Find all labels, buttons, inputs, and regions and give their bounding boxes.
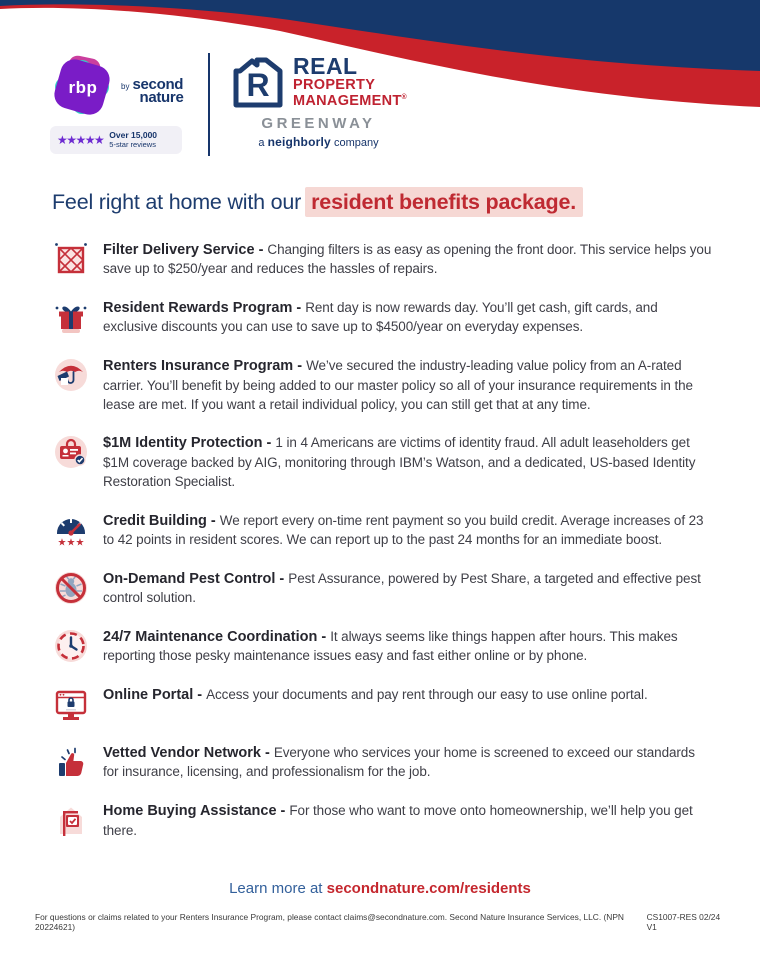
- benefit-item-online-portal: [52, 685, 712, 724]
- pest-control-icon: [52, 569, 90, 606]
- benefits-list: [52, 240, 712, 840]
- fine-print: [35, 912, 730, 932]
- by-label: by: [121, 82, 130, 92]
- benefit-title: Filter Delivery Service -: [103, 242, 268, 258]
- credit-building-icon: [52, 511, 90, 548]
- learn-more-prefix: Learn more at: [229, 880, 323, 898]
- vendor-network-icon: [52, 743, 90, 782]
- benefit-title: Renters Insurance Program -: [103, 358, 307, 375]
- benefit-description: Rent day is now rewards day. You’ll get cash, gift cards, and exclusive discounts you can use to save up to $4500/year on everyday expenses.: [103, 300, 658, 335]
- benefit-description: Changing filters is as easy as opening the front door. This service helps you save up to $250/year and reduces the hassles of repairs.: [103, 242, 712, 277]
- neighborly-tagline: a neighborly company: [258, 135, 379, 149]
- five-stars-icon: ★★★★★: [57, 133, 104, 148]
- rpm-office-name: GREENWAY: [261, 115, 376, 132]
- benefit-item-resident-rewards: [52, 298, 712, 337]
- benefit-description: We’ve secured the industry-leading value policy from an A-rated carrier. You’ll benefit by being added to our master policy so all of your insurance requirements in the lease are met. If you want a retail individual policy, you can still get that at any time.: [103, 358, 693, 412]
- benefit-item-maintenance: [52, 627, 712, 666]
- benefit-title: Resident Rewards Program -: [103, 300, 306, 317]
- maintenance-icon: [52, 627, 90, 664]
- rpm-word-real: REAL: [293, 53, 358, 79]
- benefit-item-pest-control: [52, 569, 712, 608]
- second-nature-link[interactable]: secondnature.com/residents: [326, 880, 531, 898]
- logo-divider: [208, 53, 210, 156]
- benefit-description: Everyone who services your home is screened to exceed our standards for insurance, licensing, and professionalism for the job.: [103, 745, 695, 780]
- benefit-title: $1M Identity Protection -: [103, 435, 276, 452]
- benefit-item-renters-insurance: [52, 356, 712, 414]
- rpm-word-property: PROPERTY: [293, 76, 376, 93]
- second-nature-wordmark: second nature: [132, 76, 184, 106]
- rbp-logo-text: rbp: [68, 78, 98, 97]
- benefit-item-home-buying: [52, 801, 712, 840]
- rpm-house-logo-icon: [230, 55, 286, 111]
- benefit-description: 1 in 4 Americans are victims of identity fraud. All adult leaseholders get $1M coverage backed by AIG, monitoring through IBM’s Watson, and a dedicated, US-based Identity Restoration Specialist.: [103, 435, 696, 489]
- rbp-brand-block: [50, 57, 192, 154]
- benefit-description: Pest Assurance, powered by Pest Share, a targeted and effective pest control solution.: [103, 570, 701, 606]
- renters-insurance-icon: [52, 356, 90, 393]
- headline-prefix: Feel right at home with our: [52, 190, 302, 214]
- registered-mark: ®: [401, 93, 407, 101]
- headline-highlight: resident benefits package.: [305, 187, 583, 217]
- benefit-description: We report every on-time rent payment so you build credit. Average increases of 23 to 42 points in resident scores. We can report up to the past 24 months for an immediate boost.: [103, 512, 704, 547]
- reviews-caption: 5-star reviews: [109, 139, 156, 149]
- benefit-title: Online Portal -: [103, 687, 207, 704]
- benefit-item-vendor-network: [52, 743, 712, 782]
- rpm-word-management: MANAGEMENT®: [293, 92, 407, 109]
- benefit-title: Vetted Vendor Network -: [103, 745, 274, 762]
- resident-rewards-icon: [52, 298, 90, 337]
- svg-text:★★★: ★★★: [57, 537, 85, 548]
- benefit-description: Access your documents and pay rent through our easy to use online portal.: [206, 687, 648, 703]
- benefit-title: 24/7 Maintenance Coordination -: [103, 628, 331, 645]
- document-code: CS1007-RES 02/24 V1: [646, 912, 721, 932]
- reviews-badge: [50, 126, 182, 154]
- insurance-disclaimer: For questions or claims related to your Renters Insurance Program, please contact claims@secondnature.com. Second Nature Insurance Services, LLC. (NPN 20224621): [35, 912, 624, 932]
- learn-more-line: [0, 880, 760, 897]
- identity-protection-icon: [52, 433, 90, 470]
- benefit-item-identity-protection: [52, 433, 712, 491]
- benefit-title: Home Buying Assistance -: [103, 803, 290, 820]
- home-buying-icon: [52, 801, 90, 840]
- online-portal-icon: [52, 685, 90, 724]
- benefit-item-filter-delivery: [52, 240, 712, 279]
- benefit-description: It always seems like things happen after hours. This makes reporting those pesky maintenance issues easy and fast either online or by phone.: [103, 628, 678, 664]
- rbp-logo-icon: [50, 57, 114, 117]
- page-title: [52, 190, 710, 215]
- benefit-title: On-Demand Pest Control -: [103, 570, 289, 587]
- filter-delivery-icon: [52, 240, 90, 277]
- benefit-description: For those who want to move onto homeownership, we’ll help you get there.: [103, 803, 693, 838]
- benefit-title: Credit Building -: [103, 512, 220, 529]
- svg-text:R: R: [246, 67, 270, 103]
- reviews-count: Over 15,000: [109, 130, 158, 140]
- rpm-brand-block: [230, 55, 407, 149]
- benefit-item-credit-building: [52, 511, 712, 550]
- neighborly-wordmark: neighborly: [267, 135, 331, 149]
- logo-header: [0, 0, 760, 156]
